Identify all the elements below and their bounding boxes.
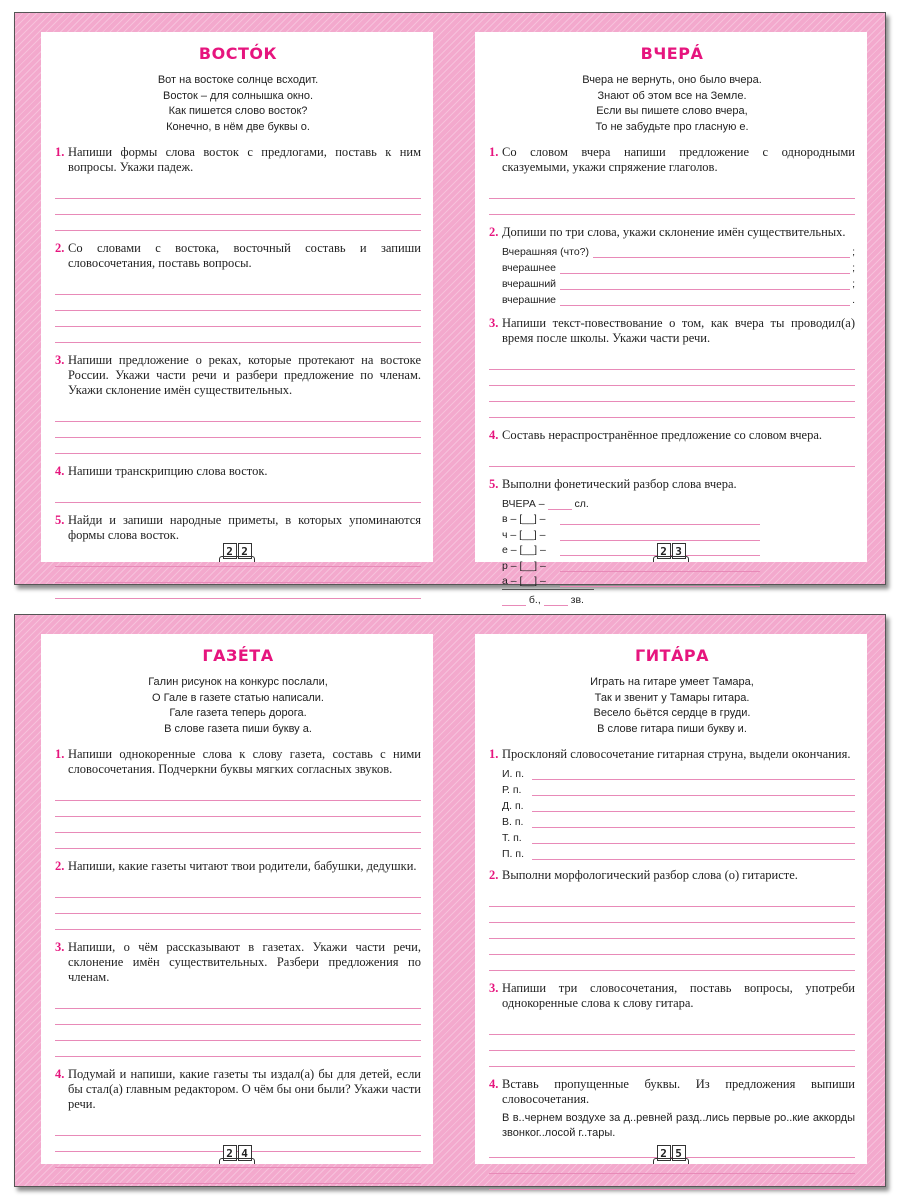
syllable-blank[interactable] xyxy=(548,500,572,510)
row-end: ; xyxy=(852,246,855,258)
task-number: 3. xyxy=(55,940,65,954)
task-number: 1. xyxy=(55,145,65,159)
task-text: Найди и запиши народные приметы, в которых упоминаются формы слова восток. xyxy=(68,513,421,542)
page-number xyxy=(653,1142,689,1164)
case-label: Т. п. xyxy=(502,832,522,844)
task-number: 2. xyxy=(489,225,499,239)
task-text: Подумай и напиши, какие газеты ты издал(а) бы для детей, если бы стал(а) главным редактором. О чём бы они были? Укажи части речи. xyxy=(68,1067,421,1111)
word-rows xyxy=(489,242,855,306)
task-number: 5. xyxy=(55,513,65,527)
page-title: ГАЗÉТА xyxy=(202,646,274,665)
case-rows xyxy=(489,764,855,860)
sounds-blank[interactable] xyxy=(544,596,568,606)
page-digit: 4 xyxy=(238,1145,252,1161)
letter-label: в – [__] – xyxy=(502,513,546,525)
task-text: Напиши, о чём рассказывают в газетах. Укажи части речи, склонение имён существительных. Разбери предложения по членам. xyxy=(68,940,421,984)
page-number xyxy=(219,1142,255,1164)
task-number: 3. xyxy=(55,353,65,367)
case-row[interactable] xyxy=(489,812,855,828)
poem-line: То не забудьте про гласную е. xyxy=(595,120,749,133)
phonetic-header xyxy=(489,494,855,510)
task-number: 2. xyxy=(55,859,65,873)
page-digit: 2 xyxy=(657,1145,671,1161)
case-row[interactable] xyxy=(489,844,855,860)
page-digit: 2 xyxy=(223,543,237,559)
page-digit: 3 xyxy=(672,543,686,559)
page-digit: 2 xyxy=(238,543,252,559)
task-text: Допиши по три слова, укажи склонение имён существительных. xyxy=(502,225,846,239)
poem-line: Так и звенит у Тамары гитара. xyxy=(594,691,750,704)
task-number: 4. xyxy=(55,1067,65,1081)
poem-line: Если вы пишете слово вчера, xyxy=(596,105,748,117)
book-spread-bottom xyxy=(14,614,886,1187)
letter-label: а – [__] – xyxy=(502,575,546,587)
page-digit: 5 xyxy=(672,1145,686,1161)
case-label: И. п. xyxy=(502,768,524,780)
exercise-sentence: В в..чернем воздухе за д..ревней разд..лись первые ро..кие аккорды звонког..лосой г..тары. xyxy=(502,1112,855,1139)
task-1 xyxy=(489,747,855,762)
answer-lines[interactable] xyxy=(55,279,421,343)
book-icon xyxy=(219,556,255,562)
page-title: ВОСТÓК xyxy=(198,44,278,63)
page-title: ГИТÁРА xyxy=(635,646,709,665)
row-label: вчерашний xyxy=(502,278,557,290)
phonetic-row[interactable] xyxy=(489,525,855,541)
answer-lines[interactable] xyxy=(55,406,421,454)
page-number xyxy=(219,540,255,562)
poem xyxy=(55,73,421,135)
phonetic-row[interactable] xyxy=(489,572,855,588)
case-row[interactable] xyxy=(489,796,855,812)
letter-label: р – [__] – xyxy=(502,559,546,572)
answer-lines[interactable] xyxy=(55,993,421,1057)
task-2 xyxy=(55,241,421,271)
task-3 xyxy=(489,316,855,346)
task-text: Напиши транскрипцию слова восток. xyxy=(68,464,268,478)
task-5 xyxy=(489,477,855,492)
task-number: 3. xyxy=(489,316,499,330)
task-number: 4. xyxy=(489,428,499,442)
task-number: 1. xyxy=(55,747,65,761)
task-number: 2. xyxy=(489,868,499,882)
letters-suffix: б., xyxy=(528,593,541,606)
answer-lines[interactable] xyxy=(55,785,421,849)
task-5 xyxy=(55,513,421,543)
book-icon xyxy=(219,1158,255,1164)
task-2 xyxy=(489,868,855,883)
row-label: Вчерашняя (что?) xyxy=(502,246,589,258)
poem xyxy=(55,675,421,737)
phonetic-row[interactable] xyxy=(489,510,855,526)
letter-label: е – [__] – xyxy=(502,544,546,556)
word-row[interactable] xyxy=(489,274,855,290)
answer-lines[interactable] xyxy=(55,882,421,930)
row-end: ; xyxy=(852,278,855,290)
page-digit: 2 xyxy=(223,1145,237,1161)
task-text: Составь нераспространённое предложение со словом вчера. xyxy=(502,428,823,442)
task-text: Вставь пропущенные буквы. Из предложения выпиши словосочетания. xyxy=(502,1077,855,1106)
task-2 xyxy=(55,859,421,874)
poem-line: Вчера не вернуть, оно было вчера. xyxy=(582,74,762,86)
task-4 xyxy=(55,1067,421,1112)
case-row[interactable] xyxy=(489,828,855,844)
word-row[interactable] xyxy=(489,258,855,274)
row-end: ; xyxy=(852,262,855,274)
task-number: 1. xyxy=(489,747,499,761)
book-icon xyxy=(653,556,689,562)
task-text: Просклоняй словосочетание гитарная струна, выдели окончания. xyxy=(502,747,851,761)
word-row[interactable] xyxy=(489,242,855,258)
poem-line: Галин рисунок на конкурс послали, xyxy=(148,676,328,688)
task-3 xyxy=(489,981,855,1011)
answer-lines[interactable] xyxy=(489,451,855,467)
sounds-suffix: зв. xyxy=(570,593,584,606)
page-number xyxy=(653,540,689,562)
poem-line: Вот на востоке солнце всходит. xyxy=(157,74,319,86)
page-digit: 2 xyxy=(657,543,671,559)
task-number: 4. xyxy=(55,464,65,478)
case-row[interactable] xyxy=(489,764,855,780)
task-number: 1. xyxy=(489,145,499,159)
task-number: 4. xyxy=(489,1077,499,1091)
poem-line: Играть на гитаре умеет Тамара, xyxy=(590,676,754,688)
case-label: Р. п. xyxy=(502,784,522,796)
case-label: П. п. xyxy=(502,848,524,860)
row-label: вчерашние xyxy=(502,294,557,306)
page-title: ВЧЕРÁ xyxy=(640,44,704,63)
phonetic-footer xyxy=(489,590,855,606)
poem xyxy=(489,73,855,135)
poem-line: В слове газета пиши букву а. xyxy=(164,722,312,735)
poem-line: Весело бьётся сердце в груди. xyxy=(593,707,751,719)
task-2 xyxy=(489,225,855,240)
task-text: Со словами с востока, восточный составь и запиши словосочетания, поставь вопросы. xyxy=(68,241,421,270)
task-text: Выполни фонетический разбор слова вчера. xyxy=(502,477,737,491)
task-3 xyxy=(55,353,421,398)
poem-line: Знают об этом все на Земле. xyxy=(597,89,747,102)
syllable-suffix: сл. xyxy=(574,497,589,510)
case-row[interactable] xyxy=(489,780,855,796)
task-text: Со словом вчера напиши предложение с однородными сказуемыми, укажи спряжение глаголов. xyxy=(502,145,855,174)
task-number: 2. xyxy=(55,241,65,255)
task-text: Напиши предложение о реках, которые протекают на востоке России. Укажи части речи и разбери предложение по членам. Укажи склонение имён существительных. xyxy=(68,353,421,397)
page-25 xyxy=(475,634,867,1164)
task-number: 5. xyxy=(489,477,499,491)
task-text: Напиши три словосочетания, поставь вопросы, употреби однокоренные слова к слову гитара. xyxy=(502,981,855,1010)
task-1 xyxy=(489,145,855,175)
answer-lines[interactable] xyxy=(489,891,855,971)
letter-label: ч – [__] – xyxy=(502,528,546,541)
poem-line: В слове гитара пиши букву и. xyxy=(597,722,747,735)
letters-blank[interactable] xyxy=(502,596,526,606)
page-23 xyxy=(475,32,867,606)
poem-line: Как пишется слово восток? xyxy=(168,105,308,117)
task-text: Напиши формы слова восток с предлогами, поставь к ним вопросы. Укажи падеж. xyxy=(68,145,421,174)
case-label: Д. п. xyxy=(502,800,524,812)
row-end: . xyxy=(852,294,855,306)
task-1 xyxy=(55,145,421,175)
answer-lines[interactable] xyxy=(55,183,421,231)
row-label: вчерашнее xyxy=(502,262,556,274)
page-24 xyxy=(41,634,433,1164)
case-label: В. п. xyxy=(502,816,524,828)
poem-line: О Гале в газете статью написали. xyxy=(152,691,324,704)
answer-lines[interactable] xyxy=(55,487,421,503)
phonetic-word: ВЧЕРА – xyxy=(502,497,545,510)
book-spread-top xyxy=(14,12,886,606)
task-4 xyxy=(489,1077,855,1107)
page-22 xyxy=(41,32,433,562)
task-text: Напиши однокоренные слова к слову газета, составь с ними словосочетания. Подчеркни буквы мягких согласных звуков. xyxy=(68,747,421,776)
task-text: Напиши, какие газеты читают твои родители, бабушки, дедушки. xyxy=(68,859,417,873)
answer-lines[interactable] xyxy=(489,354,855,418)
task-4 xyxy=(55,464,421,479)
answer-lines[interactable] xyxy=(489,183,855,215)
poem xyxy=(489,675,855,737)
task-3 xyxy=(55,940,421,985)
task-text: Напиши текст-повествование о том, как вчера ты проводил(а) время после школы. Укажи части речи. xyxy=(502,316,855,345)
word-row[interactable] xyxy=(489,290,855,306)
poem-line: Гале газета теперь дорога. xyxy=(169,707,307,719)
poem-line: Конечно, в нём две буквы о. xyxy=(166,120,310,133)
book-icon xyxy=(653,1158,689,1164)
task-number: 3. xyxy=(489,981,499,995)
poem-line: Восток – для солнышка окно. xyxy=(162,89,313,102)
task-4 xyxy=(489,428,855,443)
task-1 xyxy=(55,747,421,777)
answer-lines[interactable] xyxy=(489,1019,855,1067)
task-text: Выполни морфологический разбор слова (о) гитаристе. xyxy=(502,868,798,882)
